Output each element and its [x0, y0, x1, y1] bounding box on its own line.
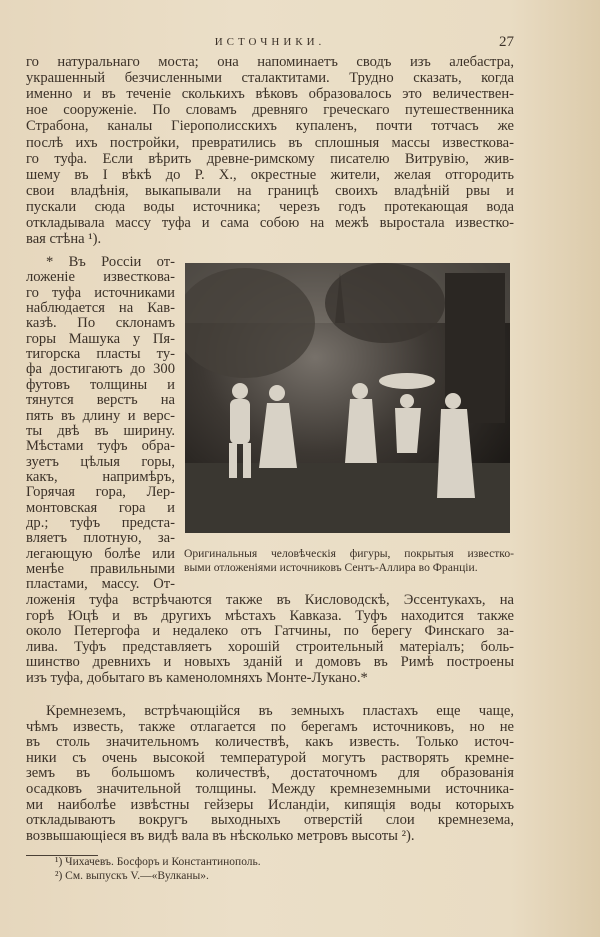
text-line: земъ въ большомъ количествѣ, достаточномъ для образованія [26, 765, 514, 782]
text-line: лива. Туфъ представляетъ хорошій строительный матеріалъ; боль- [26, 638, 514, 655]
text-line: изъ туфа, добытаго въ каменоломняхъ Монте-Лукано.* [26, 670, 368, 686]
text-line: тянутся верстъ на [26, 392, 175, 409]
text-line: Страбона, каналы Гіерополисскихъ купаленъ, почти тотчасъ же [26, 118, 514, 135]
text-line: какъ, напримѣръ, [26, 468, 175, 485]
text-line: пластами, массу. От- [26, 576, 175, 593]
text-line: ми наиболѣе извѣстны гейзеры Исландіи, кипящія воды которыхъ [26, 796, 514, 813]
text-line: ники съ очень высокой температурой могутъ растворять кремне- [26, 749, 514, 766]
text-line: го туфа источниками [26, 284, 175, 301]
running-title: ИСТОЧНИКИ. [214, 36, 326, 48]
text-line: монтовская гора и [26, 499, 175, 516]
text-line: ложенія туфа встрѣчаются также въ Кисловодскѣ, Эссентукахъ, на [26, 592, 514, 608]
figure-photo [185, 263, 510, 533]
text-line: легающую болѣе или [26, 545, 175, 562]
text-line: послѣ ихъ постройки, превратились въ сплошныя массы известкова- [26, 134, 514, 151]
text-line: украшенный безчисленными сталактитами. Трудно сказать, когда [26, 70, 514, 87]
text-line: именно и въ теченіе сколькихъ вѣковъ образовалось это величествен- [26, 86, 514, 103]
photo-figures-in-garden [185, 263, 510, 533]
figure-caption-line: Оригинальныя человѣческія фигуры, покрытыя известко- [184, 547, 514, 560]
text-line: пять въ длину и верс- [26, 407, 175, 424]
text-line: Кремнеземъ, встрѣчающійся въ земныхъ пластахъ еще чаще, [46, 703, 514, 719]
text-line: вляетъ плотную, за- [26, 530, 175, 547]
text-line: наблюдается на Кав- [26, 300, 175, 317]
text-line: шему въ I вѣкѣ до Р. Х., окрестные жители, желая отгородить [26, 166, 514, 183]
text-line: чѣмъ известь, также отлагается по берегамъ источниковъ, но не [26, 718, 514, 735]
text-line: горы Машука у Пя- [26, 330, 175, 347]
text-line: шинство древнихъ и новыхъ зданій и домовъ въ Римѣ построены [26, 654, 514, 671]
text-line: горѣ Юцѣ и въ другихъ мѣстахъ Кавказа. Туфъ находится также [26, 607, 514, 624]
text-line: го натуральнаго моста; она напоминаетъ сводъ изъ алебастра, [26, 54, 514, 70]
text-line: зуетъ цѣлыя горы, [26, 453, 175, 470]
text-line: откладывала массу туфа и сама собою на межѣ выростала известко- [26, 215, 514, 231]
text-line: откладываютъ вокругъ выходныхъ отверстій слои кремнезема, [26, 812, 514, 829]
text-line: фа достигаютъ до 300 [26, 361, 175, 378]
text-line: ное сооруженіе. По словамъ древняго греческаго путешественника [26, 102, 514, 119]
text-line: ты двѣ въ ширину. [26, 422, 175, 439]
text-line: осадковъ значительной толщины. Между кремнеземными источника- [26, 781, 514, 797]
text-line: пускали сюда воды источника; черезъ годъ протекающая вода [26, 198, 514, 215]
text-line: около Петергофа и недалеко отъ Гатчины, по берегу Финскаго за- [26, 623, 514, 640]
text-line: * Въ Россіи от- [46, 254, 175, 270]
text-line: го туфа. Если вѣрить древне-римскому писателю Витрувію, жив- [26, 150, 514, 167]
text-line: др.; туфъ предста- [26, 514, 175, 531]
figure-caption-line: выми отложеніями источниковъ Сентъ-Аллира во Франціи. [184, 561, 478, 574]
footnote-1: ¹) Чихачевъ. Босфоръ и Константинополь. [55, 856, 261, 868]
text-line: возвышающіеся въ видѣ вала въ нѣсколько метровъ высоты ²). [26, 827, 415, 844]
text-line: казѣ. По склонамъ [26, 315, 175, 332]
footnote-2: ²) См. выпускъ V.—«Вулканы». [55, 870, 209, 882]
running-header [26, 34, 514, 52]
text-line: ложеніе известкова- [26, 269, 175, 286]
text-line: свои владѣнія, выкапывали на границѣ своихъ владѣній рвы и [26, 182, 514, 199]
text-line: Мѣстами туфъ обра- [26, 438, 175, 455]
text-line: тигорска пласты ту- [26, 346, 175, 363]
text-line: вая стѣна ¹). [26, 231, 102, 248]
page-number: 27 [499, 34, 514, 50]
text-line: менѣе правильными [26, 561, 175, 577]
text-line: въ столь значительномъ количествѣ, какъ известь. Только источ- [26, 734, 514, 751]
text-line: футовъ толщины и [26, 376, 175, 393]
text-line: Горячая гора, Лер- [26, 484, 175, 501]
